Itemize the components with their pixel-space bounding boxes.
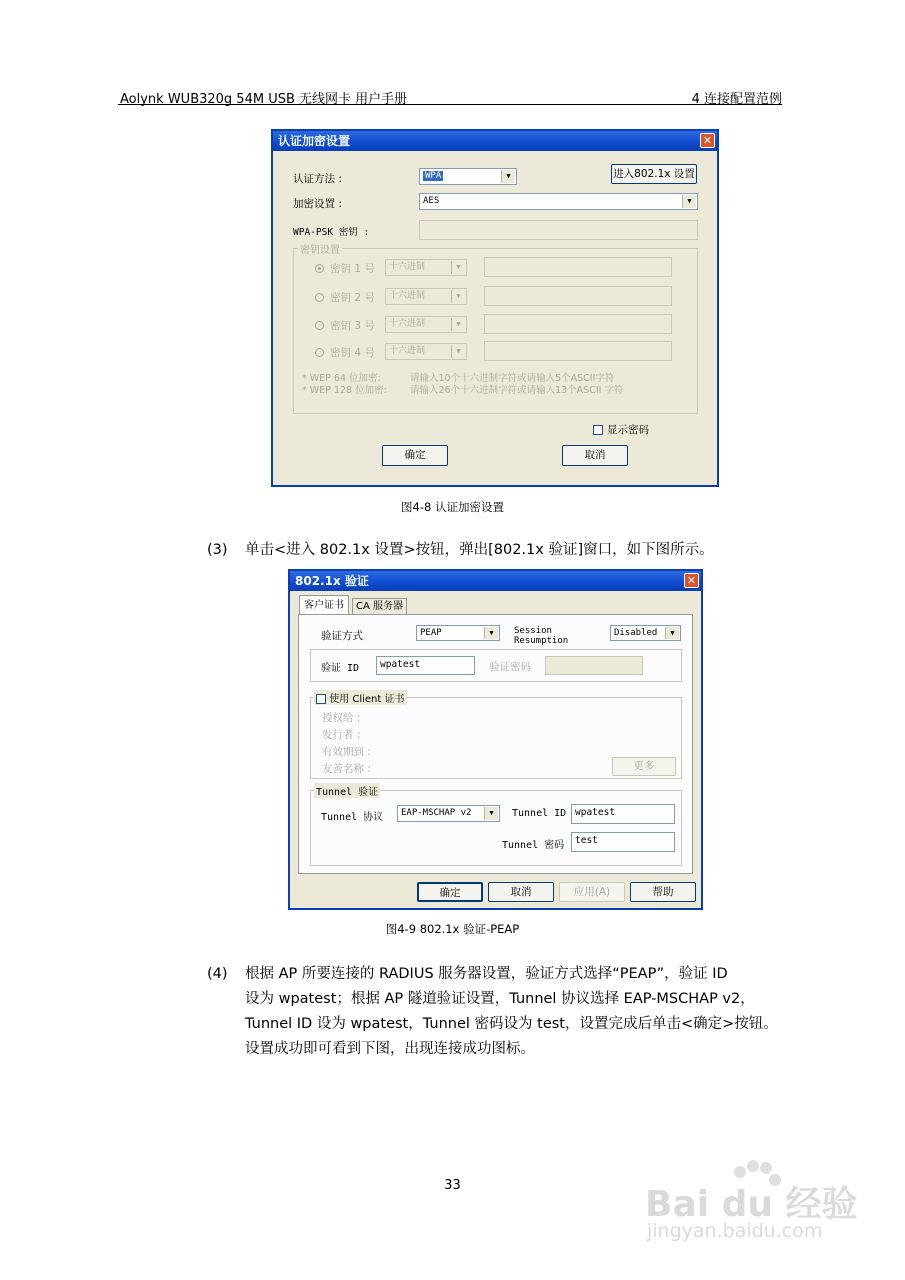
- hint-wep128-text: 请输入26个十六进制字符或请输入13个ASCII 字符: [410, 385, 624, 396]
- enter-8021x-button[interactable]: 进入802.1x 设置: [611, 164, 697, 184]
- auth-password-field[interactable]: [545, 656, 643, 675]
- chevron-down-icon: ▼: [665, 627, 679, 639]
- auth-method-select[interactable]: WPA ▼: [419, 168, 517, 185]
- tunnel-group: [310, 790, 682, 866]
- watermark-url: jingyan.baidu.com: [647, 1220, 823, 1242]
- header-rule: [118, 104, 782, 105]
- close-icon[interactable]: ✕: [684, 573, 699, 588]
- figure-caption-4-8: 图4-8 认证加密设置: [401, 500, 504, 514]
- key2-field[interactable]: [484, 286, 672, 306]
- more-button[interactable]: 更多: [612, 757, 676, 776]
- chevron-down-icon: ▼: [484, 807, 498, 820]
- chevron-down-icon: ▼: [451, 318, 465, 331]
- use-client-cert-checkbox[interactable]: [316, 694, 326, 704]
- auth-id-field[interactable]: wpatest: [376, 656, 475, 675]
- step4-line-1: 根据 AP 所要连接的 RADIUS 服务器设置，验证方式选择“PEAP”，验证 ID: [245, 966, 728, 982]
- step4-line-3: Tunnel ID 设为 wpatest，Tunnel 密码设为 test，设置完成后单击<确定>按钮。: [245, 1016, 778, 1032]
- cert-issuer: 发行者 :: [322, 729, 361, 741]
- watermark-brand: Bai du 经验: [645, 1184, 858, 1225]
- key3-format-select[interactable]: 十六进制 ▼: [385, 316, 467, 333]
- chevron-down-icon: ▼: [682, 195, 696, 208]
- key1-format-select[interactable]: 十六进制 ▼: [385, 259, 467, 276]
- dialog-titlebar: [273, 131, 717, 151]
- page-number: 33: [444, 1178, 461, 1193]
- client-cert-title: 使用 Client 证书: [314, 690, 407, 705]
- chevron-down-icon: ▼: [501, 170, 515, 183]
- cert-expires: 有效期到 :: [322, 746, 371, 758]
- tab-client-cert[interactable]: 客户证书: [299, 595, 349, 615]
- step4-line-4: 设置成功即可看到下图，出现连接成功图标。: [245, 1041, 535, 1057]
- step3-number: (3): [207, 542, 228, 558]
- chevron-down-icon: ▼: [451, 290, 465, 303]
- psk-field[interactable]: [419, 220, 698, 240]
- step4-line-2: 设为 wpatest；根据 AP 隧道验证设置，Tunnel 协议选择 EAP-MSCHAP v2，: [245, 991, 755, 1007]
- key1-label: 密钥 1 号: [330, 263, 375, 275]
- tunnel-id-label: Tunnel ID: [512, 808, 567, 819]
- ok-button[interactable]: 确定: [382, 445, 448, 466]
- tunnel-password-label: Tunnel 密码: [502, 840, 565, 851]
- tunnel-protocol-select[interactable]: EAP-MSCHAP v2 ▼: [397, 805, 500, 822]
- apply-button[interactable]: 应用(A): [559, 882, 625, 902]
- tunnel-password-field[interactable]: test: [571, 832, 675, 852]
- show-password-checkbox[interactable]: [593, 425, 603, 435]
- key3-radio[interactable]: [315, 321, 324, 330]
- dialog-title: 802.1x 验证: [295, 574, 369, 588]
- 8021x-auth-dialog: [288, 569, 703, 910]
- key4-field[interactable]: [484, 341, 672, 361]
- encryption-select[interactable]: AES ▼: [419, 193, 698, 210]
- key3-field[interactable]: [484, 314, 672, 334]
- auth-method-label: 验证方式: [321, 630, 363, 642]
- auth-id-label: 验证 ID: [321, 663, 360, 674]
- tunnel-id-field[interactable]: wpatest: [571, 804, 675, 824]
- key3-label: 密钥 3 号: [330, 320, 375, 332]
- close-icon[interactable]: ✕: [700, 133, 715, 148]
- hint-wep64-label: * WEP 64 位加密:: [302, 373, 381, 384]
- key1-radio[interactable]: [315, 264, 324, 273]
- header-chapter: 4 连接配置范例: [691, 92, 782, 107]
- auth-password-label: 验证密码: [489, 661, 531, 673]
- session-resumption-select[interactable]: Disabled ▼: [610, 625, 681, 641]
- ok-button[interactable]: 确定: [417, 882, 483, 902]
- key2-radio[interactable]: [315, 293, 324, 302]
- key4-label: 密钥 4 号: [330, 347, 375, 359]
- cancel-button[interactable]: 取消: [562, 445, 628, 466]
- auth-method-select[interactable]: PEAP ▼: [416, 625, 500, 641]
- dialog-titlebar: [290, 571, 701, 591]
- step4-number: (4): [207, 966, 228, 982]
- session-resumption-label: Session Resumption: [514, 626, 569, 646]
- chevron-down-icon: ▼: [451, 345, 465, 358]
- encryption-label: 加密设置 :: [293, 198, 342, 210]
- step3-text: 单击<进入 802.1x 设置>按钮，弹出[802.1x 验证]窗口，如下图所示。: [245, 542, 714, 558]
- baidu-watermark: [635, 1158, 875, 1248]
- tunnel-group-title: Tunnel 验证: [314, 783, 380, 798]
- cancel-button[interactable]: 取消: [488, 882, 554, 902]
- key4-radio[interactable]: [315, 348, 324, 357]
- hint-wep64-text: 请输入10个十六进制字符或请输入5个ASCII字符: [410, 373, 615, 384]
- figure-caption-4-9: 图4-9 802.1x 验证-PEAP: [385, 922, 520, 936]
- key2-format-select[interactable]: 十六进制 ▼: [385, 288, 467, 305]
- help-button[interactable]: 帮助: [630, 882, 696, 902]
- auth-method-label: 认证方法 :: [293, 173, 342, 185]
- tab-ca-server[interactable]: CA 服务器: [352, 598, 407, 614]
- auth-encryption-dialog: [271, 129, 719, 487]
- cert-issued-to: 授权给 :: [322, 712, 361, 724]
- show-password-label: 显示密码: [607, 424, 649, 436]
- cert-friendly-name: 友善名称 :: [322, 763, 371, 775]
- hint-wep128-label: * WEP 128 位加密:: [302, 385, 387, 396]
- key2-label: 密钥 2 号: [330, 292, 375, 304]
- dialog-title: 认证加密设置: [278, 134, 351, 148]
- key1-field[interactable]: [484, 257, 672, 277]
- key-settings-title: 密钥设置: [298, 241, 342, 256]
- chevron-down-icon: ▼: [484, 627, 498, 639]
- chevron-down-icon: ▼: [451, 261, 465, 274]
- psk-label: WPA-PSK 密钥 :: [293, 227, 370, 238]
- key4-format-select[interactable]: 十六进制 ▼: [385, 343, 467, 360]
- header-title: Aolynk WUB320g 54M USB 无线网卡 用户手册: [120, 92, 408, 107]
- tunnel-protocol-label: Tunnel 协议: [321, 812, 384, 823]
